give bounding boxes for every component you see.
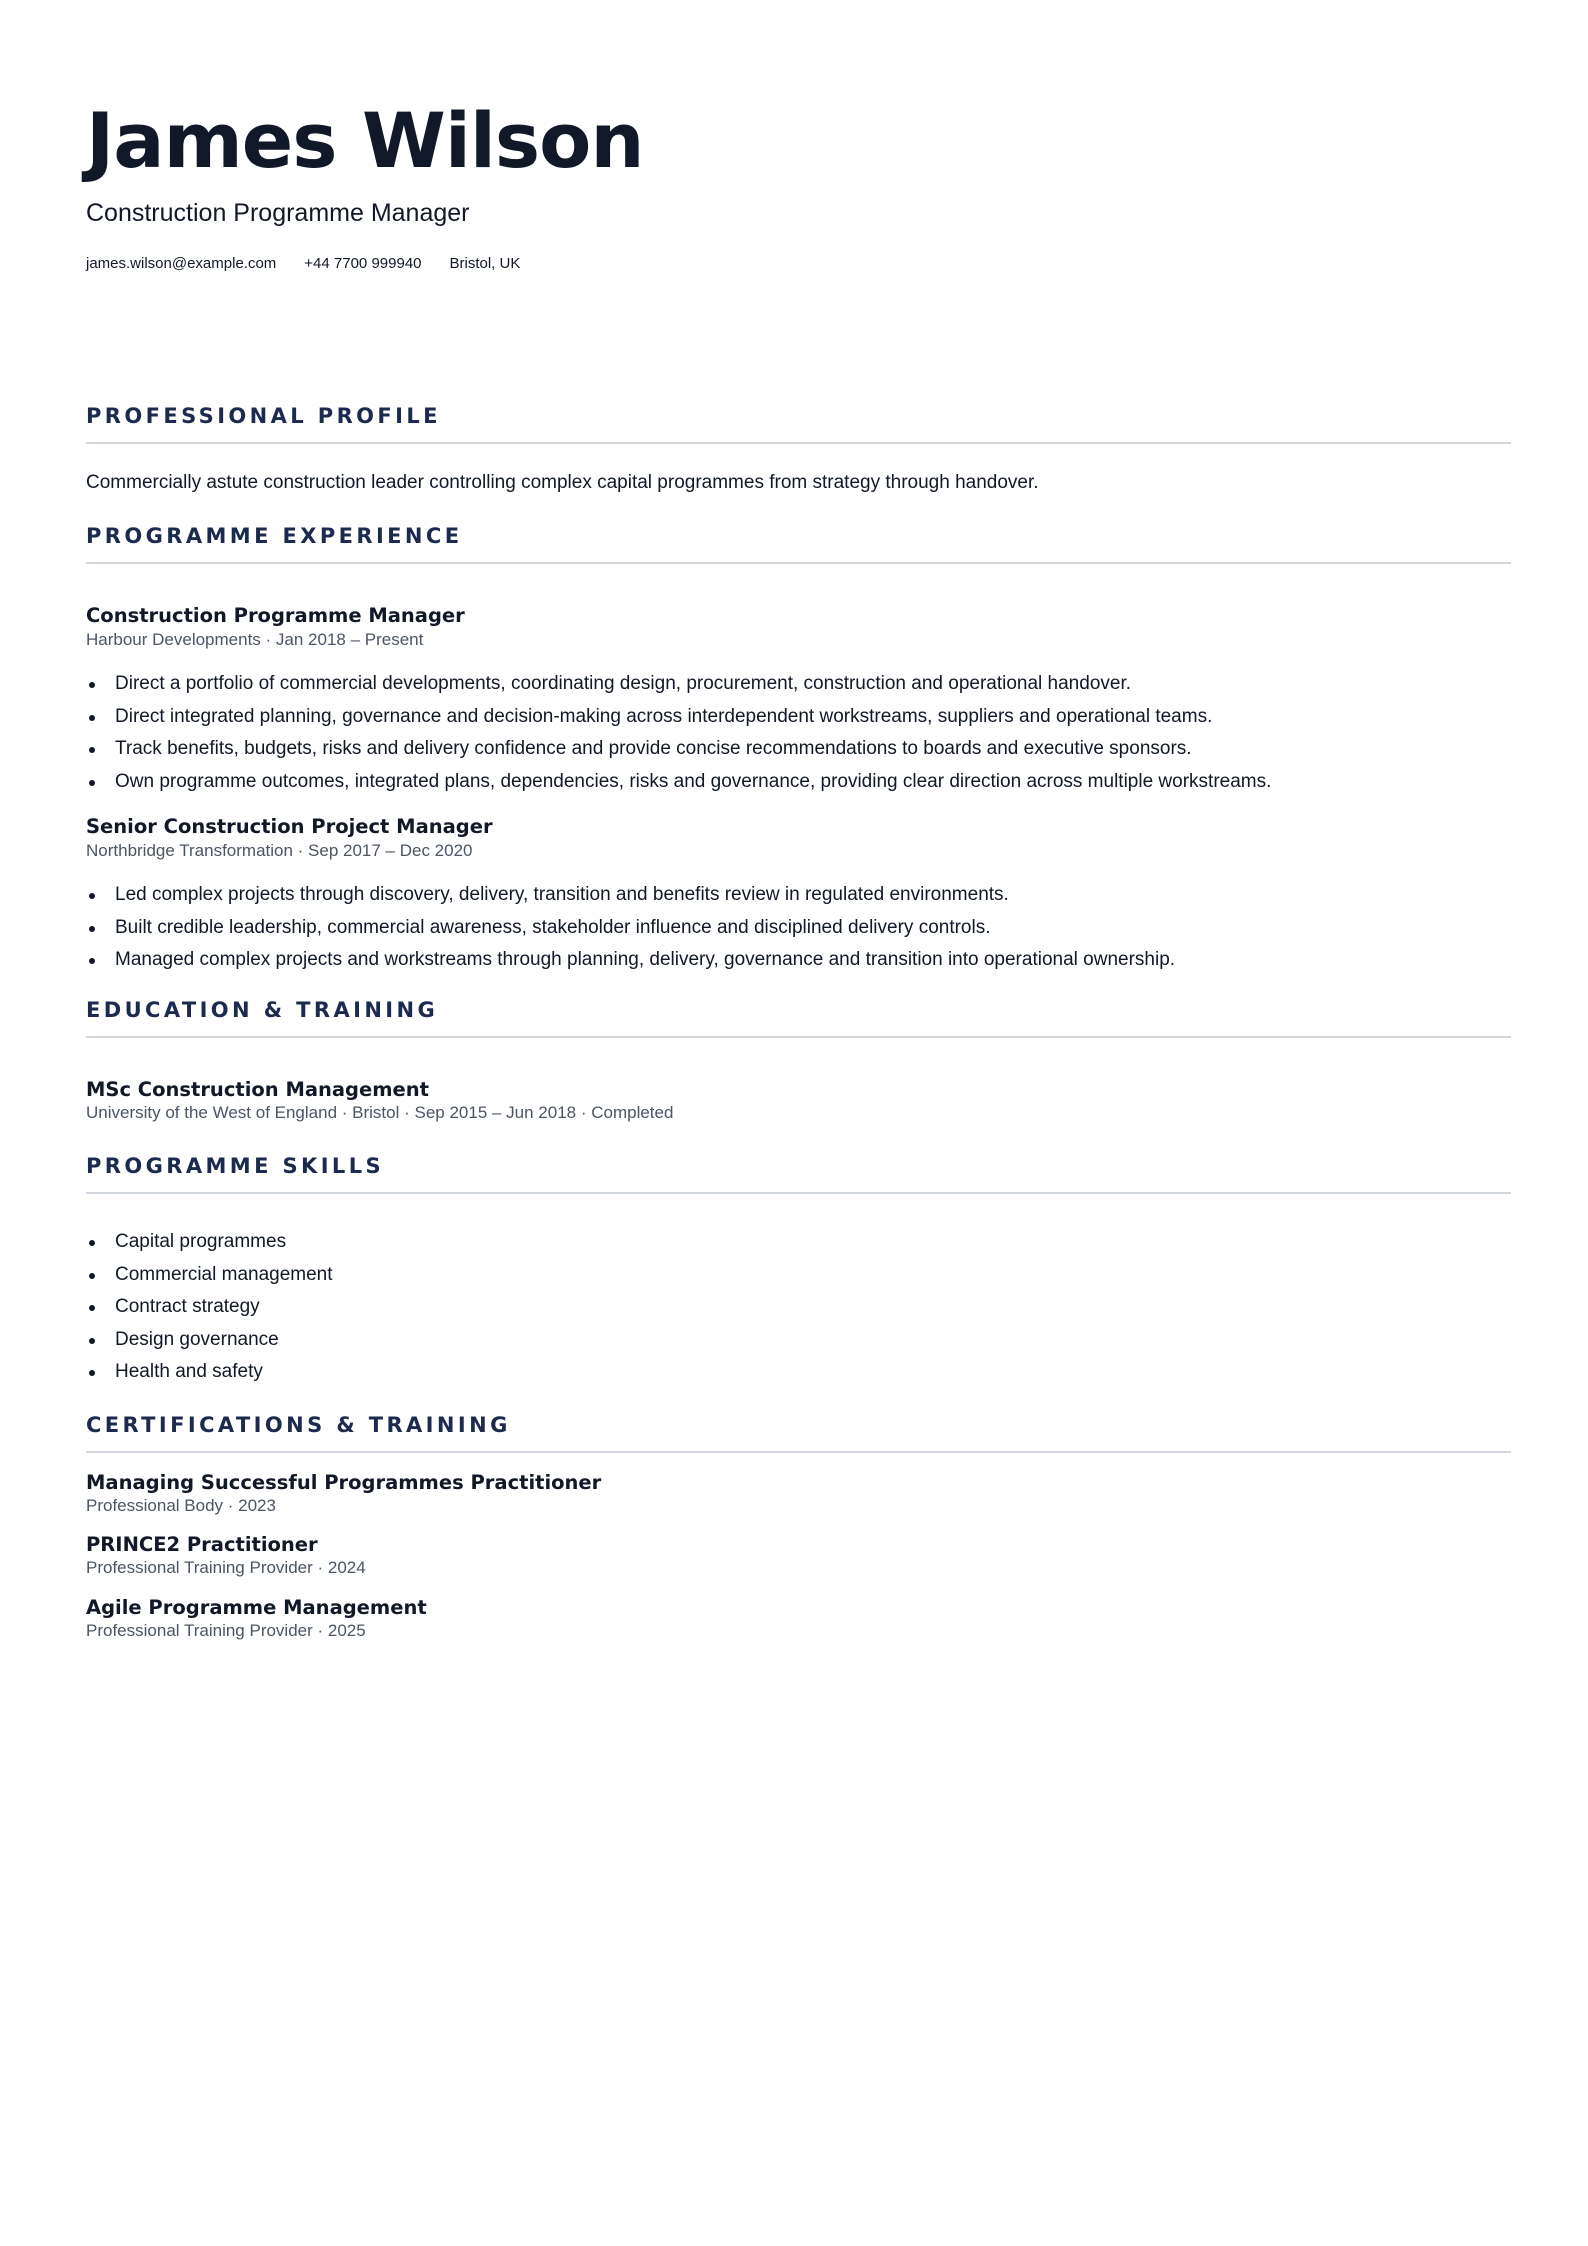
skills-list bbox=[86, 1226, 333, 1389]
section-divider bbox=[86, 1036, 1511, 1038]
section-title-certifications: CERTIFICATIONS & TRAINING bbox=[86, 1413, 511, 1437]
job-bullets bbox=[86, 668, 1271, 798]
profile-summary: Commercially astute construction leader controlling complex capital programmes from strategy through handover. bbox=[86, 472, 1039, 493]
certification-meta: Professional Body · 2023 bbox=[86, 1496, 276, 1515]
job-bullet: Direct integrated planning, governance and decision-making across interdependent workstreams, suppliers and operational teams. bbox=[86, 701, 1271, 734]
certification-name: Agile Programme Management bbox=[86, 1596, 427, 1619]
job-bullet: Built credible leadership, commercial awareness, stakeholder influence and disciplined delivery controls. bbox=[86, 912, 1175, 945]
job-meta: Northbridge Transformation · Sep 2017 – Dec 2020 bbox=[86, 841, 473, 860]
certifications-section bbox=[86, 1410, 1511, 1453]
bullet-icon bbox=[89, 926, 95, 932]
bullet-icon bbox=[89, 682, 95, 688]
job-role: Construction Programme Manager bbox=[86, 604, 465, 627]
certification-name: Managing Successful Programmes Practitioner bbox=[86, 1471, 602, 1494]
job-role: Senior Construction Project Manager bbox=[86, 815, 493, 838]
bullet-icon bbox=[89, 1370, 95, 1376]
job-bullet: Own programme outcomes, integrated plans, dependencies, risks and governance, providing clear direction across multiple workstreams. bbox=[86, 766, 1271, 799]
section-divider bbox=[86, 1451, 1511, 1453]
job-meta: Harbour Developments · Jan 2018 – Present bbox=[86, 630, 424, 649]
job-bullet: Direct a portfolio of commercial developments, coordinating design, procurement, construction and operational handover. bbox=[86, 668, 1271, 701]
certification-meta: Professional Training Provider · 2025 bbox=[86, 1621, 366, 1640]
skill-item: Commercial management bbox=[86, 1259, 333, 1292]
experience-section bbox=[86, 521, 1511, 564]
skill-item: Health and safety bbox=[86, 1356, 333, 1389]
bullet-icon bbox=[89, 1338, 95, 1344]
education-meta: University of the West of England · Bristol · Sep 2015 – Jun 2018 · Completed bbox=[86, 1103, 674, 1122]
certification-name: PRINCE2 Practitioner bbox=[86, 1533, 318, 1556]
education-section bbox=[86, 995, 1511, 1038]
bullet-icon bbox=[89, 1240, 95, 1246]
job-bullet: Managed complex projects and workstreams through planning, delivery, governance and transition into operational ownership. bbox=[86, 944, 1175, 977]
job-bullets bbox=[86, 879, 1175, 977]
skill-item: Capital programmes bbox=[86, 1226, 333, 1259]
candidate-headline: Construction Programme Manager bbox=[86, 199, 470, 227]
section-title-profile: PROFESSIONAL PROFILE bbox=[86, 404, 441, 428]
skill-item: Contract strategy bbox=[86, 1291, 333, 1324]
education-degree: MSc Construction Management bbox=[86, 1078, 429, 1101]
section-title-education: EDUCATION & TRAINING bbox=[86, 998, 439, 1022]
contact-location: Bristol, UK bbox=[449, 255, 521, 272]
bullet-icon bbox=[89, 1305, 95, 1311]
bullet-icon bbox=[89, 958, 95, 964]
profile-section bbox=[86, 401, 1511, 444]
candidate-name: James Wilson bbox=[86, 96, 644, 185]
bullet-icon bbox=[89, 715, 95, 721]
job-bullet: Track benefits, budgets, risks and delivery confidence and provide concise recommendations to boards and executive sponsors. bbox=[86, 733, 1271, 766]
section-title-experience: PROGRAMME EXPERIENCE bbox=[86, 524, 463, 548]
bullet-icon bbox=[89, 1273, 95, 1279]
skill-item: Design governance bbox=[86, 1324, 333, 1357]
job-bullet: Led complex projects through discovery, delivery, transition and benefits review in regulated environments. bbox=[86, 879, 1175, 912]
bullet-icon bbox=[89, 747, 95, 753]
bullet-icon bbox=[89, 780, 95, 786]
section-title-skills: PROGRAMME SKILLS bbox=[86, 1154, 385, 1178]
certification-meta: Professional Training Provider · 2024 bbox=[86, 1558, 366, 1577]
section-divider bbox=[86, 442, 1511, 444]
section-divider bbox=[86, 1192, 1511, 1194]
section-divider bbox=[86, 562, 1511, 564]
contact-phone[interactable]: +44 7700 999940 bbox=[304, 255, 422, 272]
bullet-icon bbox=[89, 893, 95, 899]
contact-email[interactable]: james.wilson@example.com bbox=[86, 255, 277, 272]
contact-row bbox=[86, 254, 520, 274]
skills-section bbox=[86, 1151, 1511, 1194]
